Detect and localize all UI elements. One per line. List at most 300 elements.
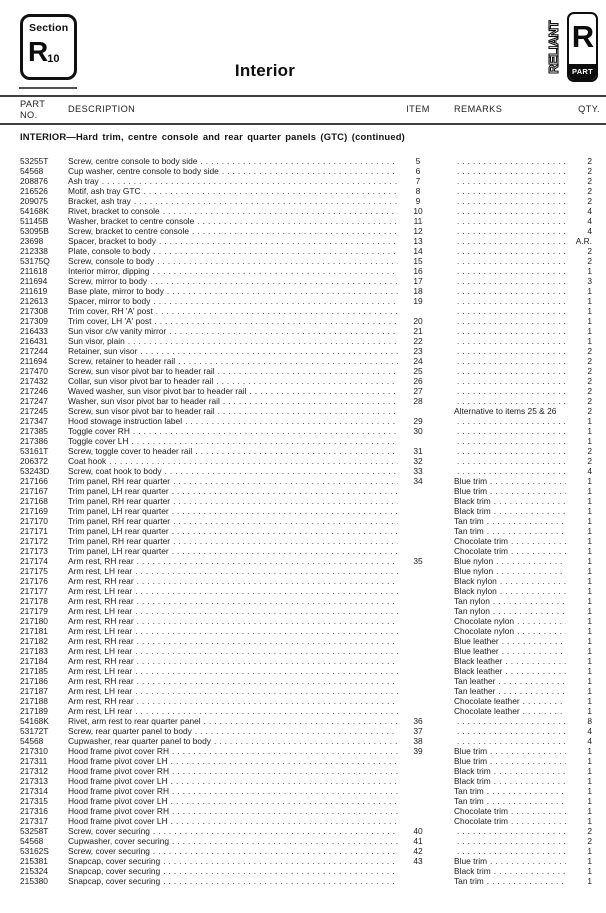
table-row (0, 686, 606, 696)
part-number: 217188 (20, 696, 48, 706)
remarks-cell (454, 466, 566, 476)
description-text: Sun visor c/w vanity mirror (68, 326, 167, 336)
qty-value: 1 (587, 616, 592, 626)
remark-text: Black trim (454, 866, 491, 876)
column-gap (438, 676, 454, 686)
description-text: Spacer, bracket to body (68, 236, 156, 246)
col-header-qty: QTY. (578, 104, 600, 114)
remark-text: Tan trim (454, 876, 484, 886)
part-number: 54168K (20, 206, 49, 216)
description-text: Cup washer, centre console to body side (68, 166, 219, 176)
description-cell (68, 476, 398, 486)
column-gap (438, 626, 454, 636)
description-leader-dots (106, 456, 398, 466)
qty-value: 2 (587, 396, 592, 406)
part-number: 209075 (20, 196, 48, 206)
remarks-cell (454, 726, 566, 736)
qty-value: 1 (587, 286, 592, 296)
part-number: 215380 (20, 876, 48, 886)
remarks-cell (454, 326, 566, 336)
column-gap (438, 236, 454, 246)
remarks-leader-dots (499, 646, 566, 656)
part-number: 217311 (20, 756, 48, 766)
table-row (0, 406, 606, 416)
remark-text: Blue leather (454, 636, 499, 646)
description-text: Motif, ash tray GTC (68, 186, 141, 196)
description-text: Ash tray (68, 176, 99, 186)
table-row (0, 486, 606, 496)
remarks-leader-dots (499, 636, 566, 646)
remark-text: Tan leather (454, 686, 496, 696)
description-leader-dots (169, 806, 398, 816)
column-gap (438, 346, 454, 356)
remark-text: Black leather (454, 656, 503, 666)
remarks-leader-dots (484, 796, 566, 806)
remarks-cell (454, 536, 566, 546)
qty-value: 2 (587, 366, 592, 376)
item-number: 12 (413, 226, 423, 236)
description-leader-dots (169, 506, 398, 516)
remarks-cell (454, 406, 566, 416)
description-cell (68, 346, 398, 356)
item-number: 23 (413, 346, 423, 356)
qty-value: 1 (587, 696, 592, 706)
column-gap (438, 336, 454, 346)
remarks-leader-dots (491, 506, 566, 516)
item-number: 9 (415, 196, 421, 206)
qty-value: 1 (587, 416, 592, 426)
part-number: 217385 (20, 426, 48, 436)
remarks-cell (454, 526, 566, 536)
description-cell (68, 736, 398, 746)
item-number (398, 616, 438, 626)
remark-text: Tan trim (454, 796, 484, 806)
description-cell (68, 666, 398, 676)
remarks-cell (454, 336, 566, 346)
remark-text: Blue trim (454, 476, 488, 486)
description-cell (68, 216, 398, 226)
remarks-leader-dots (454, 736, 566, 746)
description-text: Hood frame pivot cover LH (68, 816, 168, 826)
remarks-cell (454, 236, 566, 246)
column-gap (438, 306, 454, 316)
description-leader-dots (168, 816, 398, 826)
description-text: Trim cover, LH 'A' post (68, 316, 152, 326)
column-gap (438, 786, 454, 796)
remarks-cell (454, 286, 566, 296)
description-text: Base plate, mirror to body (68, 286, 164, 296)
description-leader-dots (154, 256, 398, 266)
qty-value: 1 (587, 686, 592, 696)
qty-value: 1 (587, 786, 592, 796)
remarks-leader-dots (491, 776, 566, 786)
remark-text: Blue leather (454, 646, 499, 656)
description-text: Bracket, ash tray (68, 196, 131, 206)
column-gap (438, 446, 454, 456)
qty-value: 1 (587, 876, 592, 886)
description-leader-dots (150, 826, 398, 836)
description-leader-dots (149, 266, 398, 276)
remarks-cell (454, 516, 566, 526)
qty-value: 2 (587, 176, 592, 186)
item-number: 20 (413, 316, 423, 326)
description-text: Waved washer, sun visor pivot bar to header rail (68, 386, 247, 396)
description-cell (68, 846, 398, 856)
description-leader-dots (175, 356, 398, 366)
description-cell (68, 336, 398, 346)
column-gap (438, 766, 454, 776)
remarks-cell (454, 386, 566, 396)
table-row (0, 676, 606, 686)
column-gap (438, 726, 454, 736)
item-number: 17 (413, 276, 423, 286)
remarks-cell (454, 206, 566, 216)
description-text: Snapcap, cover securing (68, 866, 161, 876)
item-number (398, 436, 438, 446)
header-rule-top (0, 95, 606, 97)
description-cell (68, 596, 398, 606)
table-row (0, 256, 606, 266)
part-number: 212613 (20, 296, 48, 306)
description-cell (68, 466, 398, 476)
remarks-cell (454, 396, 566, 406)
description-text: Screw, bracket to centre console (68, 226, 190, 236)
item-number (398, 766, 438, 776)
description-leader-dots (169, 746, 398, 756)
qty-value: 1 (587, 756, 592, 766)
column-gap (438, 876, 454, 886)
remarks-cell (454, 506, 566, 516)
table-row (0, 356, 606, 366)
table-row (0, 596, 606, 606)
column-gap (438, 286, 454, 296)
qty-value: 4 (587, 226, 592, 236)
column-gap (438, 856, 454, 866)
remark-text: Blue trim (454, 486, 488, 496)
remarks-leader-dots (497, 586, 566, 596)
description-text: Interior mirror, dipping (68, 266, 150, 276)
description-text: Arm rest, RH rear (68, 616, 134, 626)
remarks-leader-dots (490, 606, 566, 616)
parts-rows (0, 156, 606, 886)
part-number: 211619 (20, 286, 48, 296)
column-gap (438, 556, 454, 566)
description-cell (68, 786, 398, 796)
qty-value: 1 (587, 526, 592, 536)
remark-text: Tan trim (454, 786, 484, 796)
description-cell (68, 626, 398, 636)
qty-value: 4 (587, 726, 592, 736)
table-row (0, 646, 606, 656)
remarks-leader-dots (454, 356, 566, 366)
table-row (0, 866, 606, 876)
description-leader-dots (169, 526, 398, 536)
item-number: 41 (413, 836, 423, 846)
remarks-leader-dots (514, 616, 566, 626)
column-gap (438, 256, 454, 266)
description-leader-dots (192, 446, 398, 456)
part-number: 217167 (20, 486, 48, 496)
column-gap (438, 166, 454, 176)
item-number: 42 (413, 846, 423, 856)
remarks-cell (454, 876, 566, 886)
part-number: 217470 (20, 366, 48, 376)
description-leader-dots (132, 586, 398, 596)
part-number: 217174 (20, 556, 48, 566)
remark-text: Black leather (454, 666, 503, 676)
qty-value: 1 (587, 556, 592, 566)
table-row (0, 636, 606, 646)
description-leader-dots (151, 316, 398, 326)
remarks-cell (454, 576, 566, 586)
remarks-leader-dots (454, 226, 566, 236)
description-text: Screw, cover securing (68, 826, 150, 836)
remarks-cell (454, 826, 566, 836)
item-number (398, 506, 438, 516)
part-number: 23698 (20, 236, 44, 246)
part-number: 217386 (20, 436, 48, 446)
description-leader-dots (168, 776, 398, 786)
remarks-leader-dots (484, 516, 566, 526)
item-number: 11 (413, 216, 423, 226)
description-leader-dots (160, 866, 398, 876)
description-leader-dots (131, 196, 398, 206)
part-number: 217315 (20, 796, 48, 806)
column-gap (438, 216, 454, 226)
description-text: Coat hook (68, 456, 107, 466)
qty-value: 2 (587, 196, 592, 206)
table-row (0, 656, 606, 666)
description-cell (68, 526, 398, 536)
description-leader-dots (147, 276, 398, 286)
description-leader-dots (160, 876, 398, 886)
table-row (0, 366, 606, 376)
reliant-wordmark-text: RELIANT (545, 20, 561, 74)
item-number (398, 516, 438, 526)
remarks-leader-dots (491, 496, 566, 506)
remark-text: Chocolate nylon (454, 616, 515, 626)
part-number: 53095B (20, 226, 49, 236)
column-gap (438, 536, 454, 546)
description-leader-dots (130, 426, 398, 436)
remarks-cell (454, 666, 566, 676)
remarks-leader-dots (454, 306, 566, 316)
part-number: 215381 (20, 856, 48, 866)
item-number: 19 (413, 296, 423, 306)
remarks-leader-dots (508, 546, 566, 556)
table-row (0, 616, 606, 626)
description-cell (68, 866, 398, 876)
table-row (0, 446, 606, 456)
part-number: 215324 (20, 866, 48, 876)
part-number: 53161T (20, 446, 49, 456)
remarks-cell (454, 446, 566, 456)
part-number: 217179 (20, 606, 48, 616)
table-row (0, 176, 606, 186)
item-number (398, 566, 438, 576)
column-gap (438, 316, 454, 326)
remarks-leader-dots (454, 826, 566, 836)
description-cell (68, 306, 398, 316)
table-row (0, 816, 606, 826)
description-text: Arm rest, LH rear (68, 626, 133, 636)
table-row (0, 426, 606, 436)
column-gap (438, 376, 454, 386)
remark-text: Black trim (454, 766, 491, 776)
remark-text: Chocolate trim (454, 536, 508, 546)
description-cell (68, 386, 398, 396)
item-number (398, 756, 438, 766)
qty-value: 1 (587, 436, 592, 446)
item-number (398, 496, 438, 506)
item-number (398, 656, 438, 666)
qty-value: 1 (587, 596, 592, 606)
qty-value: 1 (587, 336, 592, 346)
remarks-leader-dots (454, 346, 566, 356)
description-leader-dots (194, 216, 398, 226)
remark-text: Black trim (454, 776, 491, 786)
column-gap (438, 496, 454, 506)
item-number: 33 (413, 466, 423, 476)
remarks-cell (454, 866, 566, 876)
section-badge-label: Section (29, 22, 69, 34)
remark-text: Black trim (454, 506, 491, 516)
description-cell (68, 576, 398, 586)
remarks-leader-dots (502, 666, 566, 676)
remarks-cell (454, 736, 566, 746)
column-gap (438, 246, 454, 256)
item-number: 37 (413, 726, 423, 736)
description-cell (68, 226, 398, 236)
remarks-leader-dots (520, 706, 566, 716)
description-text: Arm rest, LH rear (68, 646, 133, 656)
remarks-leader-dots (454, 846, 566, 856)
remarks-leader-dots (454, 276, 566, 286)
description-cell (68, 806, 398, 816)
remarks-cell (454, 496, 566, 506)
remarks-leader-dots (497, 576, 566, 586)
qty-value: 1 (587, 666, 592, 676)
description-leader-dots (170, 516, 398, 526)
qty-value: 1 (587, 576, 592, 586)
column-gap (438, 746, 454, 756)
qty-value: 1 (587, 326, 592, 336)
remarks-cell (454, 716, 566, 726)
remarks-leader-dots (454, 376, 566, 386)
part-number: 217171 (20, 526, 48, 536)
column-gap (438, 416, 454, 426)
item-number: 25 (413, 366, 423, 376)
description-leader-dots (137, 346, 398, 356)
description-text: Arm rest, RH rear (68, 596, 134, 606)
remark-text: Chocolate trim (454, 806, 508, 816)
column-gap (438, 406, 454, 416)
column-gap (438, 646, 454, 656)
description-text: Arm rest, RH rear (68, 696, 134, 706)
description-text: Arm rest, LH rear (68, 686, 133, 696)
remarks-cell (454, 556, 566, 566)
column-gap (438, 736, 454, 746)
remarks-cell (454, 476, 566, 486)
description-text: Hood frame pivot cover RH (68, 806, 170, 816)
remarks-cell (454, 856, 566, 866)
description-text: Trim panel, LH rear quarter (68, 546, 169, 556)
table-row (0, 346, 606, 356)
description-cell (68, 266, 398, 276)
part-number: 217169 (20, 506, 48, 516)
description-leader-dots (246, 386, 398, 396)
table-row (0, 836, 606, 846)
qty-value: 1 (587, 656, 592, 666)
item-number (398, 406, 438, 416)
remark-text: Blue nylon (454, 556, 494, 566)
remarks-leader-dots (454, 716, 566, 726)
qty-value: A.R. (575, 236, 592, 246)
remarks-cell (454, 486, 566, 496)
description-cell (68, 156, 398, 166)
remarks-leader-dots (454, 236, 566, 246)
description-text: Screw, rear quarter panel to body (68, 726, 192, 736)
table-row (0, 416, 606, 426)
table-row (0, 876, 606, 886)
remarks-cell (454, 426, 566, 436)
part-number: 217245 (20, 406, 48, 416)
remarks-leader-dots (454, 166, 566, 176)
column-gap (438, 816, 454, 826)
table-row (0, 286, 606, 296)
description-text: Trim panel, RH rear quarter (68, 536, 171, 546)
part-number: 217246 (20, 386, 48, 396)
table-row (0, 466, 606, 476)
table-row (0, 456, 606, 466)
item-number (398, 586, 438, 596)
table-row (0, 296, 606, 306)
item-number (398, 776, 438, 786)
part-number: 217308 (20, 306, 48, 316)
qty-value: 2 (587, 346, 592, 356)
description-cell (68, 286, 398, 296)
description-cell (68, 316, 398, 326)
description-leader-dots (197, 156, 398, 166)
part-number: 217189 (20, 706, 48, 716)
description-cell (68, 496, 398, 506)
column-gap (438, 456, 454, 466)
column-gap (438, 656, 454, 666)
column-gap (438, 546, 454, 556)
reliant-logo-letter: R (571, 19, 594, 54)
description-cell (68, 546, 398, 556)
description-text: Trim panel, LH rear quarter (68, 526, 169, 536)
remarks-leader-dots (454, 836, 566, 846)
table-row (0, 666, 606, 676)
table-row (0, 706, 606, 716)
remarks-leader-dots (454, 296, 566, 306)
description-text: Cupwasher, cover securing (68, 836, 170, 846)
remarks-leader-dots (508, 816, 566, 826)
item-number (398, 796, 438, 806)
table-row (0, 536, 606, 546)
description-cell (68, 756, 398, 766)
part-number: 53175Q (20, 256, 50, 266)
remarks-cell (454, 546, 566, 556)
item-number: 35 (413, 556, 423, 566)
description-cell (68, 556, 398, 566)
item-number (398, 526, 438, 536)
column-gap (438, 196, 454, 206)
description-text: Cupwasher, rear quarter panel to body (68, 736, 211, 746)
column-gap (438, 586, 454, 596)
part-number: 217187 (20, 686, 48, 696)
